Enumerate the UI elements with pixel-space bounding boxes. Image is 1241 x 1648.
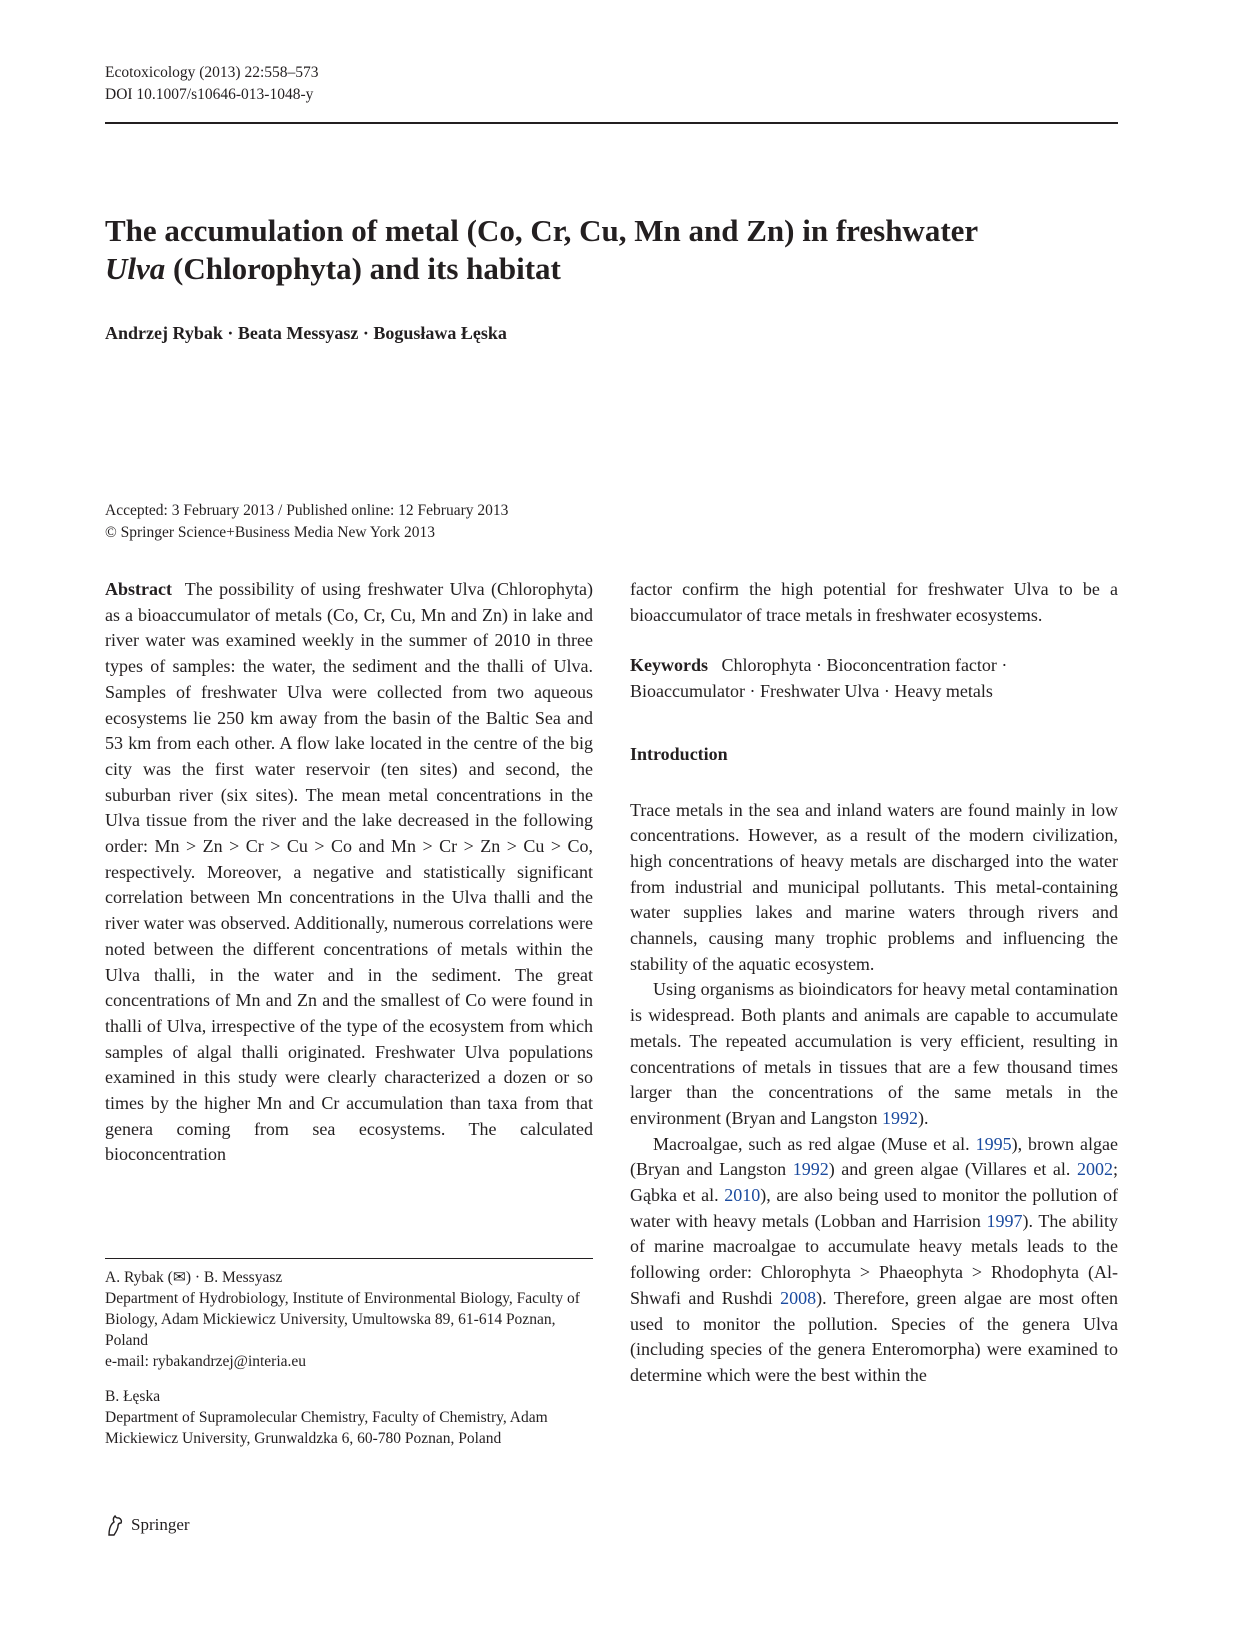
paragraph-text: ), are also being used to monitor the pollution of water with heavy metals (Lobban and Harrision: [630, 1185, 1118, 1231]
citation-link[interactable]: 2010: [724, 1185, 761, 1206]
affiliation-1-names: A. Rybak (✉) · B. Messyasz: [105, 1269, 283, 1286]
header-rule: [105, 122, 1118, 124]
citation-link[interactable]: 1992: [792, 1159, 829, 1180]
footnote-rule: [105, 1258, 593, 1259]
left-column: [105, 577, 593, 1168]
publisher-footer: [105, 1514, 190, 1536]
copyright-line: © Springer Science+Business Media New York 2013: [105, 524, 436, 541]
title-genus: Ulva: [105, 251, 166, 286]
paragraph-text: ). The ability of marine macroalgae to accumulate heavy metals leads to the following order: Chlorophyta > Phaeophyta > Rhodophyta (Al-Shwafi and Rushdi: [630, 1210, 1119, 1308]
title-line-2: [105, 250, 1105, 288]
paragraph-text: ), brown algae (Bryan and Langston: [630, 1133, 1118, 1180]
abstract-label: Abstract: [105, 579, 172, 599]
citation-link[interactable]: 1997: [986, 1210, 1023, 1231]
affiliation-1-email[interactable]: e-mail: rybakandrzej@interia.eu: [105, 1353, 307, 1370]
title-line-2-rest: (Chlorophyta) and its habitat: [165, 251, 561, 286]
keywords-label: Keywords: [630, 655, 708, 676]
accepted-published-line: Accepted: 3 February 2013 / Published online: 12 February 2013: [105, 502, 509, 519]
keywords-text: Chlorophyta · Bioconcentration factor · Bioaccumulator · Freshwater Ulva · Heavy metals: [630, 655, 1008, 702]
paragraph-text: ; Gąbka et al.: [630, 1159, 1118, 1206]
author-list: Andrzej Rybak · Beata Messyasz · Bogusława Łęska: [105, 323, 507, 343]
affiliation-1: [105, 1267, 593, 1372]
right-column: [630, 577, 1118, 1389]
journal-citation: Ecotoxicology (2013) 22:558–573: [105, 64, 319, 81]
affiliations: [105, 1267, 593, 1463]
paragraph-text: Using organisms as bioindicators for heavy metal contamination is widespread. Both plants and animals are capable to accumulate metals. The repeated accumulation is very efficient, resulting in concentrations of metals in tissues that are a few thousand times larger than the concentrations of the same metals in the environment (Bryan and Langston: [630, 979, 1118, 1128]
paragraph-text: ) and green algae (Villares et al.: [828, 1159, 1077, 1180]
abstract-text: The possibility of using freshwater Ulva (Chlorophyta) as a bioaccumulator of metals (Co, Cr, Cu, Mn and Zn) in lake and river water was examined weekly in the summer of 2010 in three types of samples: the water, the sediment and the thalli of Ulva. Samples of freshwater Ulva were collected from two aqueous ecosystems lie 250 km away from the basin of the Baltic Sea and 53 km from each other. A flow lake located in the centre of the big city was the first water reservoir (ten sites) and second, the suburban river (six sites). The mean metal concentrations in the Ulva tissue from the river and the lake decreased in the following order: Mn > Zn > Cr > Cu > Co and Mn > Cr > Zn > Cu > Co, respectively. Moreover, a negative and statistically significant correlation between Mn concentrations in the Ulva thalli and the river water was observed. Additionally, numerous correlations were noted between the different concentrations of metals within the Ulva thalli, in the water and in the sediment. The great concentrations of Mn and Zn and the smallest of Co were found in thalli of Ulva, irrespective of the type of the ecosystem from which samples of algal thalli originated. Freshwater Ulva populations examined in this study were clearly characterized a dozen or so times by the higher Mn and Cr accumulation than taxa from that genera coming from sea ecosystems. The calculated bioconcentration: [105, 579, 593, 1165]
introduction-paragraph-3: [630, 1132, 1118, 1389]
citation-link[interactable]: 2008: [780, 1287, 817, 1308]
paragraph-text: ). Therefore, green algae are most often used to monitor the pollution. Species of the genera Ulva (including species of the genera Enteromorpha) were examined to determine which were the best within the: [630, 1287, 1118, 1385]
introduction-heading: Introduction: [630, 743, 728, 764]
abstract-continuation: factor confirm the high potential for freshwater Ulva to be a bioaccumulator of trace metals in freshwater ecosystems.: [630, 579, 1118, 625]
springer-horse-icon: [105, 1514, 125, 1536]
title-line-1: The accumulation of metal (Co, Cr, Cu, Mn and Zn) in freshwater: [105, 213, 979, 248]
paragraph-text: Macroalgae, such as red algae (Muse et al.: [653, 1133, 976, 1154]
introduction-paragraph-1: Trace metals in the sea and inland waters are found mainly in low concentrations. However, as a result of the modern civilization, high concentrations of heavy metals are discharged into the water from industrial and municipal pollutants. This metal-containing water supplies lakes and marine waters through rivers and channels, causing many trophic problems and influencing the stability of the aquatic ecosystem.: [630, 799, 1118, 974]
paragraph-text: ).: [917, 1107, 929, 1128]
citation-link[interactable]: 2002: [1076, 1159, 1113, 1180]
affiliation-2-department: Department of Supramolecular Chemistry, Faculty of Chemistry, Adam Mickiewicz University, Grunwaldzka 6, 60-780 Poznan, Poland: [105, 1409, 548, 1447]
affiliation-2-name: B. Łęska: [105, 1388, 161, 1405]
abstract: [105, 577, 593, 1168]
introduction-paragraph-2: [630, 977, 1118, 1131]
citation-link[interactable]: 1995: [975, 1133, 1012, 1154]
publisher-name: Springer: [131, 1515, 190, 1534]
running-header: [105, 62, 319, 106]
keywords: [630, 653, 1118, 704]
affiliation-2: [105, 1386, 593, 1449]
citation-link[interactable]: 1992: [881, 1107, 918, 1128]
publication-dates: [105, 500, 508, 544]
affiliation-1-department: Department of Hydrobiology, Institute of Environmental Biology, Faculty of Biology, Adam Mickiewicz University, Umultowska 89, 61-614 Poznan, Poland: [105, 1290, 580, 1349]
doi[interactable]: DOI 10.1007/s10646-013-1048-y: [105, 86, 314, 103]
article-title: [105, 212, 1105, 288]
